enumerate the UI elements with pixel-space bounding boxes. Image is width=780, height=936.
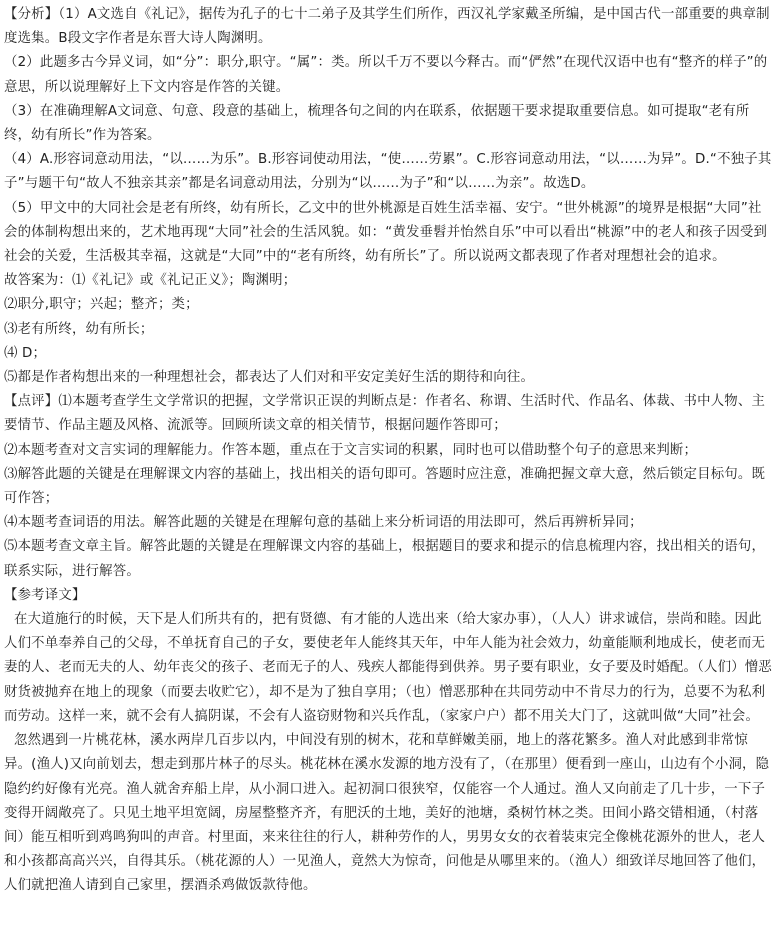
answer-line-3: ⑶老有所终，幼有所长；: [4, 321, 154, 337]
comment-part-1: 【点评】⑴本题考查学生文学常识的把握，文学常识正误的判断点是：作者名、称谓、生活时代、作品名、体裁、书中人物、主要情节、作品主题及风格、流派等。回顾所读文章的相关情节，根据问题作答即可；: [4, 394, 766, 434]
translation-paragraph-2: 忽然遇到一片桃花林，溪水两岸几百步以内，中间没有别的树木，花和草鲜嫩美丽，地上的落花繁多。渔人对此感到非常惊异。(渔人)又向前划去，想走到那片林子的尽头。桃花林在溪水发源的地方没有了，（在那里）便看到一座山，山边有个小洞，隐隐约约好像有光亮。渔人就舍弃船上岸，从小洞口进入。起初洞口很狭窄，仅能容一个人通过。渔人又向前走了几十步，一下子变得开阔敞亮了。只见土地平坦宽阔，房屋整整齐齐，有肥沃的土地，美好的池塘，桑树竹林之类。田间小路交错相通，（村落间）能互相听到鸡鸣狗叫的声音。村里面，来来往往的行人，耕种劳作的人，男男女女的衣着装束完全像桃花源外的世人，老人和小孩都高高兴兴，自得其乐。（桃花源的人）一见渔人，竟然大为惊奇，问他是从哪里来的。（渔人）细致详尽地回答了他们，人们就把渔人请到自己家里，摆酒杀鸡做饭款待他。: [4, 733, 770, 894]
analysis-part-2: （2）此题多古今异义词，如“分”：职分,职守。“属”：类。所以千万不要以今释古。而“俨然”在现代汉语中也有“整齐的样子”的意思，所以说理解好上下文内容是作答的关键。: [4, 55, 768, 95]
answer-line-1: 故答案为：⑴《礼记》或《礼记正义》；陶渊明；: [4, 273, 297, 289]
analysis-part-1: 【分析】（1）A文选自《礼记》，据传为孔子的七十二弟子及其学生们所作，西汉礼学家戴圣所编，是中国古代一部重要的典章制度选集。B段文字作者是东晋大诗人陶渊明。: [4, 7, 770, 47]
analysis-part-5: （5）甲文中的大同社会是老有所终，幼有所长，乙文中的世外桃源是百姓生活幸福、安宁。“世外桃源”的境界是根据“大同”社会的体制构想出来的，艺术地再现“大同”社会的生活风貌。如：“黄发垂髫并怡然自乐”中可以看出“桃源”中的老人和孩子因受到社会的关爱，生活极其幸福，这就是“大同”中的“老有所终，幼有所长”了。所以说两文都表现了作者对理想社会的追求。: [4, 200, 768, 265]
answer-line-4: ⑷ D；: [4, 345, 47, 361]
answer-line-2: ⑵职分,职守；兴起；整齐；类；: [4, 297, 199, 313]
comment-part-3: ⑶解答此题的关键是在理解课文内容的基础上，找出相关的语句即可。答题时应注意，准确把握文章大意，然后锁定目标句。既可作答；: [4, 466, 766, 507]
comment-part-2: ⑵本题考查对文言实词的理解能力。作答本题，重点在于文言实词的积累，同时也可以借助整个句子的意思来判断；: [4, 442, 698, 458]
comment-part-4: ⑷本题考查词语的用法。解答此题的关键是在理解句意的基础上来分析词语的用法即可，然后再辨析异同；: [4, 515, 643, 531]
comment-part-5: ⑸本题考查文章主旨。解答此题的关键是在理解课文内容的基础上，根据题目的要求和提示的信息梳理内容，找出相关的语句，联系实际，进行解答。: [4, 539, 766, 579]
analysis-part-4: （4）A.形容词意动用法，“以……为乐”。B.形容词使动用法，“使……劳累”。C.形容词意动用法，“以……为异”。D.“不独子其子”与题干句“故人不独亲其亲”都是名词意动用法，分别为“以……为子”和“以……为亲”。故选D。: [4, 152, 772, 192]
analysis-part-3: （3）在准确理解A文词意、句意、段意的基础上，梳理各句之间的内在联系，依据题干要求提取重要信息。如可提取“老有所终，幼有所长”作为答案。: [4, 103, 750, 144]
answer-line-5: ⑸都是作者构想出来的一种理想社会，都表达了人们对和平安定美好生活的期待和向往。: [4, 370, 535, 386]
translation-paragraph-1: 在大道施行的时候，天下是人们所共有的，把有贤德、有才能的人选出来（给大家办事），（人人）讲求诚信，崇尚和睦。因此人们不单奉养自己的父母，不单抚育自己的子女，要使老年人能终其天年，中年人能为社会效力，幼童能顺利地成长，使老而无妻的人、老而无夫的人、幼年丧父的孩子、老而无子的人、残疾人都能得到供养。男子要有职业，女子要及时婚配。（人们）憎恶财货被抛弃在地上的现象（而要去收贮它），却不是为了独自享用；（也）憎恶那种在共同劳动中不肯尽力的行为，总要不为私利而劳动。这样一来，就不会有人搞阴谋，不会有人盗窃财物和兴兵作乱，（家家户户）都不用关大门了，这就叫做“大同”社会。: [4, 612, 772, 724]
translation-heading: 【参考译文】: [4, 587, 86, 603]
